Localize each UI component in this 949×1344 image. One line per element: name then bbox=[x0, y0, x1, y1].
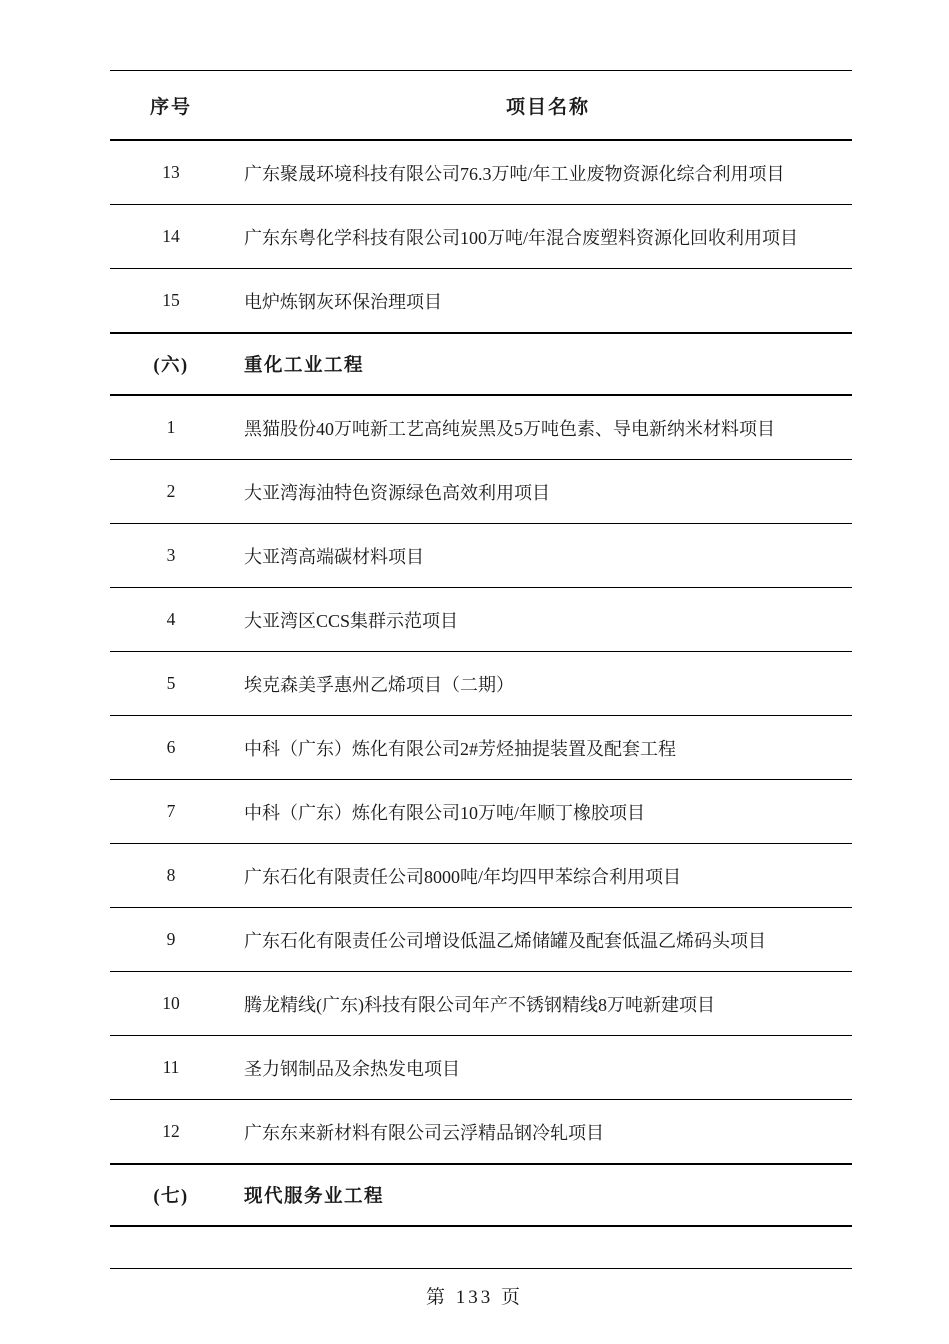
row-name-cell bbox=[232, 652, 852, 716]
row-sequence-cell bbox=[110, 269, 232, 334]
row-name-cell bbox=[232, 269, 852, 334]
row-sequence-cell bbox=[110, 844, 232, 908]
row-sequence-cell bbox=[110, 395, 232, 460]
table-body bbox=[110, 140, 852, 1226]
row-name-cell bbox=[232, 205, 852, 269]
table-row bbox=[110, 652, 852, 716]
column-header-name bbox=[232, 71, 852, 141]
row-name-cell bbox=[232, 588, 852, 652]
row-sequence-cell bbox=[110, 588, 232, 652]
row-sequence-cell bbox=[110, 205, 232, 269]
row-name-label: 广东石化有限责任公司增设低温乙烯储罐及配套低温乙烯码头项目 bbox=[244, 930, 766, 951]
section-sequence-label: (六) bbox=[153, 356, 189, 376]
table-header-row bbox=[110, 71, 852, 141]
table-row bbox=[110, 908, 852, 972]
row-name-label: 圣力钢制品及余热发电项目 bbox=[244, 1058, 460, 1079]
row-sequence-cell bbox=[110, 972, 232, 1036]
row-name-cell bbox=[232, 140, 852, 205]
row-name-cell bbox=[232, 908, 852, 972]
row-sequence-label: 15 bbox=[162, 290, 180, 310]
row-name-label: 广东聚晟环境科技有限公司76.3万吨/年工业废物资源化综合利用项目 bbox=[244, 163, 785, 184]
table-row bbox=[110, 460, 852, 524]
row-sequence-cell bbox=[110, 460, 232, 524]
row-sequence-label: 4 bbox=[166, 609, 176, 629]
table-row bbox=[110, 140, 852, 205]
section-name-cell bbox=[232, 333, 852, 395]
row-sequence-label: 13 bbox=[162, 162, 180, 182]
row-name-label: 电炉炼钢灰环保治理项目 bbox=[244, 291, 442, 312]
row-sequence-label: 11 bbox=[162, 1057, 180, 1077]
row-sequence-label: 10 bbox=[162, 993, 180, 1013]
row-name-label: 中科（广东）炼化有限公司10万吨/年顺丁橡胶项目 bbox=[244, 802, 645, 823]
row-name-cell bbox=[232, 972, 852, 1036]
section-sequence-label: (七) bbox=[153, 1187, 189, 1207]
table-row bbox=[110, 716, 852, 780]
column-header-name-label: 项目名称 bbox=[505, 96, 590, 118]
row-name-cell bbox=[232, 716, 852, 780]
table-row bbox=[110, 205, 852, 269]
row-sequence-label: 1 bbox=[166, 417, 176, 437]
table-row bbox=[110, 395, 852, 460]
row-name-label: 广东石化有限责任公司8000吨/年均四甲苯综合利用项目 bbox=[244, 866, 681, 887]
row-sequence-cell bbox=[110, 1036, 232, 1100]
row-name-cell bbox=[232, 524, 852, 588]
row-name-label: 黑猫股份40万吨新工艺高纯炭黑及5万吨色素、导电新纳米材料项目 bbox=[244, 418, 775, 439]
row-name-label: 埃克森美孚惠州乙烯项目（二期） bbox=[244, 674, 514, 695]
row-name-label: 腾龙精线(广东)科技有限公司年产不锈钢精线8万吨新建项目 bbox=[244, 994, 715, 1015]
row-sequence-cell bbox=[110, 908, 232, 972]
table-row bbox=[110, 524, 852, 588]
section-name-label: 重化工业工程 bbox=[244, 356, 365, 376]
section-sequence-cell bbox=[110, 1164, 232, 1226]
section-name-label: 现代服务业工程 bbox=[244, 1187, 385, 1207]
row-name-label: 大亚湾高端碳材料项目 bbox=[244, 546, 424, 567]
row-sequence-cell bbox=[110, 652, 232, 716]
table-section-row bbox=[110, 1164, 852, 1226]
section-name-cell bbox=[232, 1164, 852, 1226]
row-sequence-label: 8 bbox=[166, 865, 176, 885]
row-name-label: 广东东粤化学科技有限公司100万吨/年混合废塑料资源化回收利用项目 bbox=[244, 227, 798, 248]
column-header-sequence bbox=[110, 71, 232, 141]
row-sequence-label: 12 bbox=[162, 1121, 180, 1141]
table-row bbox=[110, 1036, 852, 1100]
row-name-cell bbox=[232, 460, 852, 524]
table-header bbox=[110, 71, 852, 141]
footer-divider bbox=[110, 1268, 852, 1269]
table-row bbox=[110, 844, 852, 908]
row-sequence-label: 7 bbox=[166, 801, 176, 821]
row-sequence-cell bbox=[110, 140, 232, 205]
section-sequence-cell bbox=[110, 333, 232, 395]
table-row bbox=[110, 972, 852, 1036]
table-row bbox=[110, 780, 852, 844]
table-section-row bbox=[110, 333, 852, 395]
row-name-label: 广东东来新材料有限公司云浮精品钢冷轧项目 bbox=[244, 1122, 604, 1143]
page-number: 第 133 页 bbox=[425, 1287, 523, 1308]
row-name-label: 大亚湾海油特色资源绿色高效利用项目 bbox=[244, 482, 550, 503]
row-sequence-label: 3 bbox=[166, 545, 176, 565]
row-name-cell bbox=[232, 844, 852, 908]
row-name-cell bbox=[232, 395, 852, 460]
row-sequence-label: 2 bbox=[166, 481, 176, 501]
row-sequence-label: 9 bbox=[166, 929, 176, 949]
row-sequence-cell bbox=[110, 1100, 232, 1165]
row-sequence-label: 6 bbox=[166, 737, 176, 757]
row-sequence-cell bbox=[110, 524, 232, 588]
table-row bbox=[110, 1100, 852, 1165]
row-name-cell bbox=[232, 1100, 852, 1165]
row-sequence-label: 14 bbox=[162, 226, 180, 246]
row-sequence-cell bbox=[110, 780, 232, 844]
project-list-table bbox=[110, 70, 852, 1227]
row-sequence-cell bbox=[110, 716, 232, 780]
row-name-label: 中科（广东）炼化有限公司2#芳烃抽提装置及配套工程 bbox=[244, 738, 676, 759]
column-header-sequence-label: 序号 bbox=[149, 96, 192, 118]
row-sequence-label: 5 bbox=[166, 673, 176, 693]
row-name-label: 大亚湾区CCS集群示范项目 bbox=[244, 610, 459, 631]
row-name-cell bbox=[232, 780, 852, 844]
row-name-cell bbox=[232, 1036, 852, 1100]
table-row bbox=[110, 269, 852, 334]
table-row bbox=[110, 588, 852, 652]
